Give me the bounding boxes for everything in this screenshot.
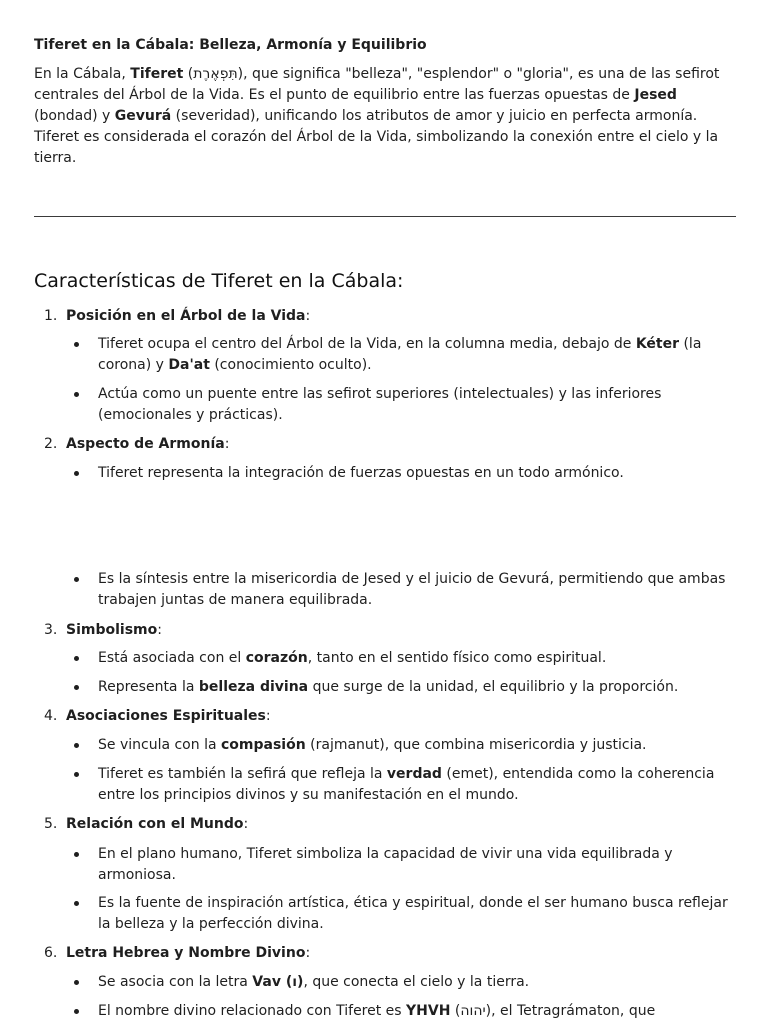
bullet-icon: [74, 852, 79, 857]
bullet-text: Es la síntesis entre la misericordia de Jesed y el juicio de Gevurá, permitiendo que ambas trabajen juntas de manera equilibrada.: [98, 571, 726, 608]
text: que surge de la unidad, el equilibrio y la proporción.: [308, 679, 679, 695]
list-heading-colon: :: [224, 436, 230, 452]
list-heading: [66, 943, 310, 964]
list-heading-colon: :: [243, 816, 249, 832]
list-heading: [66, 306, 310, 327]
list-number: 5.: [44, 816, 58, 832]
list-heading-text: Asociaciones Espirituales: [66, 708, 266, 724]
term-vav: Vav (ו): [252, 974, 304, 990]
bullet-icon: [74, 342, 79, 347]
bullet-icon: [74, 743, 79, 748]
list-heading: [66, 620, 162, 641]
text: (conocimiento oculto).: [209, 357, 372, 373]
bullet-text: [98, 764, 736, 806]
text: Se asocia con la letra: [98, 974, 253, 990]
list-heading-text: Simbolismo: [66, 622, 158, 638]
list-heading-colon: :: [305, 945, 311, 961]
text: Está asociada con el: [98, 650, 246, 666]
term-verdad: verdad: [386, 766, 442, 782]
intro-text: (severidad), unificando los atributos de amor y juicio en perfecta armonía. Tiferet es considerada el corazón del Árbol de la Vida, simbolizando la conexión entre el cielo y la tierra.: [34, 108, 719, 166]
bullet-text: Es la fuente de inspiración artística, ética y espiritual, donde el ser humano busca reflejar la belleza y la perfección divina.: [98, 895, 728, 932]
horizontal-divider: [34, 216, 736, 217]
list-heading-colon: :: [265, 708, 271, 724]
bullet-icon: [74, 577, 79, 582]
bullet-text: [98, 648, 736, 669]
bullet-icon: [74, 471, 79, 476]
bullet-icon: [74, 980, 79, 985]
term-corazon: corazón: [245, 650, 308, 666]
text: (emet), entendida como la coherencia entre los principios divinos y su manifestación en el mundo.: [98, 766, 715, 803]
list-number: 2.: [44, 436, 58, 452]
list-heading-text: Relación con el Mundo: [66, 816, 244, 832]
bullet-icon: [74, 901, 79, 906]
bullet-text: En el plano humano, Tiferet simboliza la capacidad de vivir una vida equilibrada y armoniosa.: [98, 846, 673, 883]
bullet-icon: [74, 1009, 79, 1014]
list-heading: [66, 706, 271, 727]
list-heading-text: Letra Hebrea y Nombre Divino: [66, 945, 306, 961]
bullet-text: [98, 677, 736, 698]
term-keter: Kéter: [635, 336, 680, 352]
term-belleza-divina: belleza divina: [198, 679, 309, 695]
list-number: 4.: [44, 708, 58, 724]
intro-text: En la Cábala,: [34, 66, 131, 82]
list-heading-colon: :: [305, 308, 311, 324]
bullet-text: Actúa como un puente entre las sefirot superiores (intelectuales) y las inferiores (emocionales y prácticas).: [98, 386, 662, 423]
intro-title: Tiferet en la Cábala: Belleza, Armonía y Equilibrio: [34, 37, 427, 53]
list-heading: [66, 814, 248, 835]
term-gevura: Gevurá: [114, 108, 172, 124]
bullet-icon: [74, 685, 79, 690]
list-number: 1.: [44, 308, 58, 324]
bullet-icon: [74, 656, 79, 661]
bullet-icon: [74, 392, 79, 397]
text: Tiferet es también la sefirá que refleja la: [98, 766, 387, 782]
text: Tiferet ocupa el centro del Árbol de la Vida, en la columna media, debajo de: [98, 336, 636, 352]
term-yhvh: YHVH: [406, 1003, 451, 1019]
bullet-text: Tiferet representa la integración de fuerzas opuestas en un todo armónico.: [98, 465, 624, 481]
term-jesed: Jesed: [634, 87, 677, 103]
list-heading: [66, 434, 229, 455]
text: Se vincula con la: [98, 737, 221, 753]
bullet-text: [98, 334, 736, 376]
intro-paragraph: [34, 64, 734, 169]
bullet-icon: [74, 772, 79, 777]
list-number: 6.: [44, 945, 58, 961]
term-compasion: compasión: [221, 737, 306, 753]
list-heading-text: Aspecto de Armonía: [66, 436, 225, 452]
text: Representa la: [98, 679, 199, 695]
text: , que conecta el cielo y la tierra.: [303, 974, 530, 990]
list-heading-text: Posición en el Árbol de la Vida: [66, 308, 306, 324]
text: (rajmanut), que combina misericordia y justicia.: [305, 737, 647, 753]
text: (la corona) y: [98, 336, 702, 373]
section-title: Características de Tiferet en la Cábala:: [34, 270, 404, 292]
intro-text: (תִּפְאֶרֶת), que significa "belleza", "esplendor" o "gloria", es una de las sefirot centrales del Árbol de la Vida. Es el punto de equilibrio entre las fuerzas opuestas de: [34, 66, 720, 103]
term-daat: Da'at: [168, 357, 210, 373]
text: , tanto en el sentido físico como espiritual.: [307, 650, 607, 666]
bullet-text: [98, 972, 736, 993]
text: (יהוה), el Tetragrámaton, que: [450, 1003, 656, 1019]
term-tiferet: Tiferet: [130, 66, 184, 82]
list-heading-colon: :: [157, 622, 162, 638]
bullet-text: [98, 1001, 736, 1022]
list-number: 3.: [44, 622, 58, 638]
bullet-text: [98, 735, 736, 756]
intro-text: (bondad) y: [34, 108, 115, 124]
text: El nombre divino relacionado con Tiferet es: [98, 1003, 407, 1019]
